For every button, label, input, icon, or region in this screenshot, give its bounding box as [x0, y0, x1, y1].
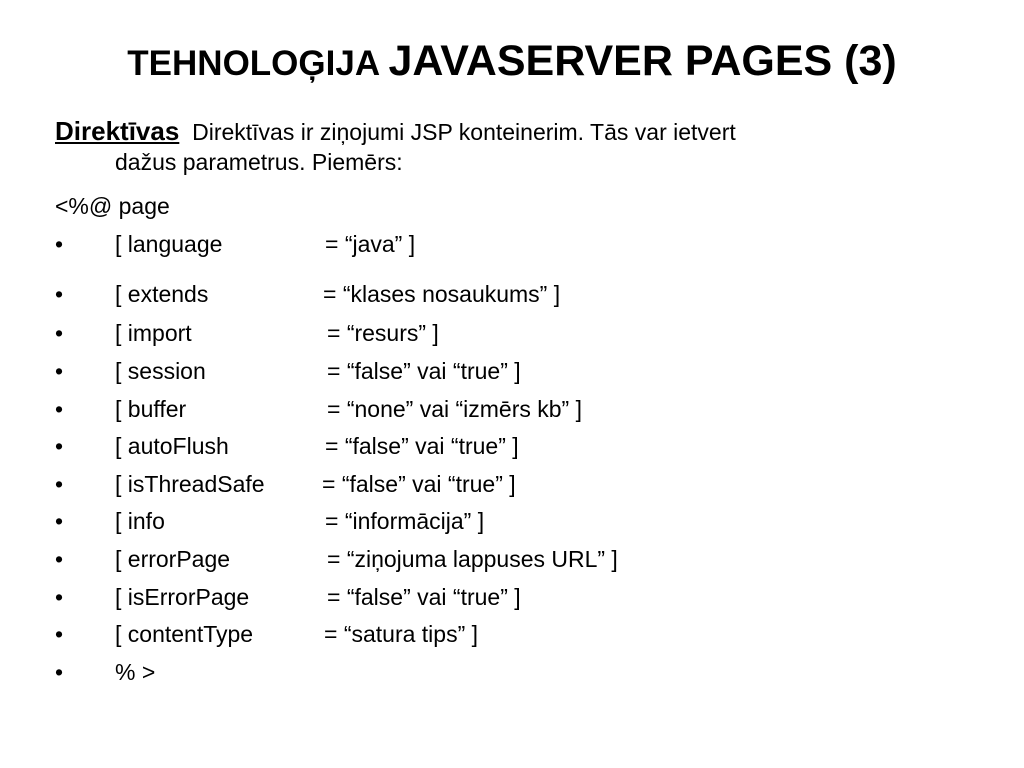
- attribute-value: = “java” ]: [325, 231, 416, 257]
- slide-title: [0, 37, 1024, 85]
- attribute-name: % >: [115, 659, 156, 685]
- attribute-value: = “klases nosaukums” ]: [323, 281, 561, 307]
- title-part-1: TEHNOLOĢIJA: [127, 44, 389, 83]
- section-heading: Direktīvas: [55, 116, 180, 146]
- bullet-icon: •: [55, 358, 64, 384]
- attribute-value: = “false” vai “true” ]: [327, 358, 521, 384]
- attribute-value: = “informācija” ]: [325, 508, 485, 534]
- title-part-2: JAVASERVER PAGES (3): [388, 37, 897, 85]
- attribute-value: = “satura tips” ]: [324, 621, 479, 647]
- attribute-name: [ autoFlush: [115, 433, 229, 459]
- attribute-name: [ session: [115, 358, 206, 384]
- intro-paragraph: [55, 116, 975, 177]
- intro-line-1: [55, 116, 975, 147]
- attribute-value: = “none” vai “izmērs kb” ]: [327, 396, 582, 422]
- bullet-icon: •: [55, 546, 64, 572]
- attribute-name: [ errorPage: [115, 546, 231, 572]
- attribute-name: [ isErrorPage: [115, 584, 250, 610]
- bullet-icon: •: [55, 659, 64, 685]
- bullet-icon: •: [55, 231, 64, 257]
- attribute-name: [ import: [115, 320, 192, 346]
- bullet-icon: •: [55, 281, 64, 307]
- attribute-value: = “false” vai “true” ]: [325, 433, 519, 459]
- attribute-value: = “ziņojuma lappuses URL” ]: [327, 546, 618, 572]
- bullet-icon: •: [55, 433, 64, 459]
- intro-text-1: Direktīvas ir ziņojumi JSP konteinerim. Tās var ietvert: [192, 119, 736, 145]
- bullet-icon: •: [55, 508, 64, 534]
- bullet-icon: •: [55, 396, 64, 422]
- intro-line-2: dažus parametrus. Piemērs:: [115, 149, 403, 175]
- bullet-icon: •: [55, 471, 64, 497]
- attribute-value: = “false” vai “true” ]: [322, 471, 516, 497]
- attribute-name: [ info: [115, 508, 165, 534]
- attribute-name: [ isThreadSafe: [115, 471, 265, 497]
- attribute-name: [ extends: [115, 281, 209, 307]
- bullet-icon: •: [55, 621, 64, 647]
- attribute-name: [ contentType: [115, 621, 254, 647]
- attribute-name: [ language: [115, 231, 223, 257]
- directive-open-tag: <%@ page: [55, 193, 170, 219]
- bullet-icon: •: [55, 320, 64, 346]
- attribute-name: [ buffer: [115, 396, 187, 422]
- attribute-value: = “false” vai “true” ]: [327, 584, 521, 610]
- attribute-value: = “resurs” ]: [327, 320, 439, 346]
- bullet-icon: •: [55, 584, 64, 610]
